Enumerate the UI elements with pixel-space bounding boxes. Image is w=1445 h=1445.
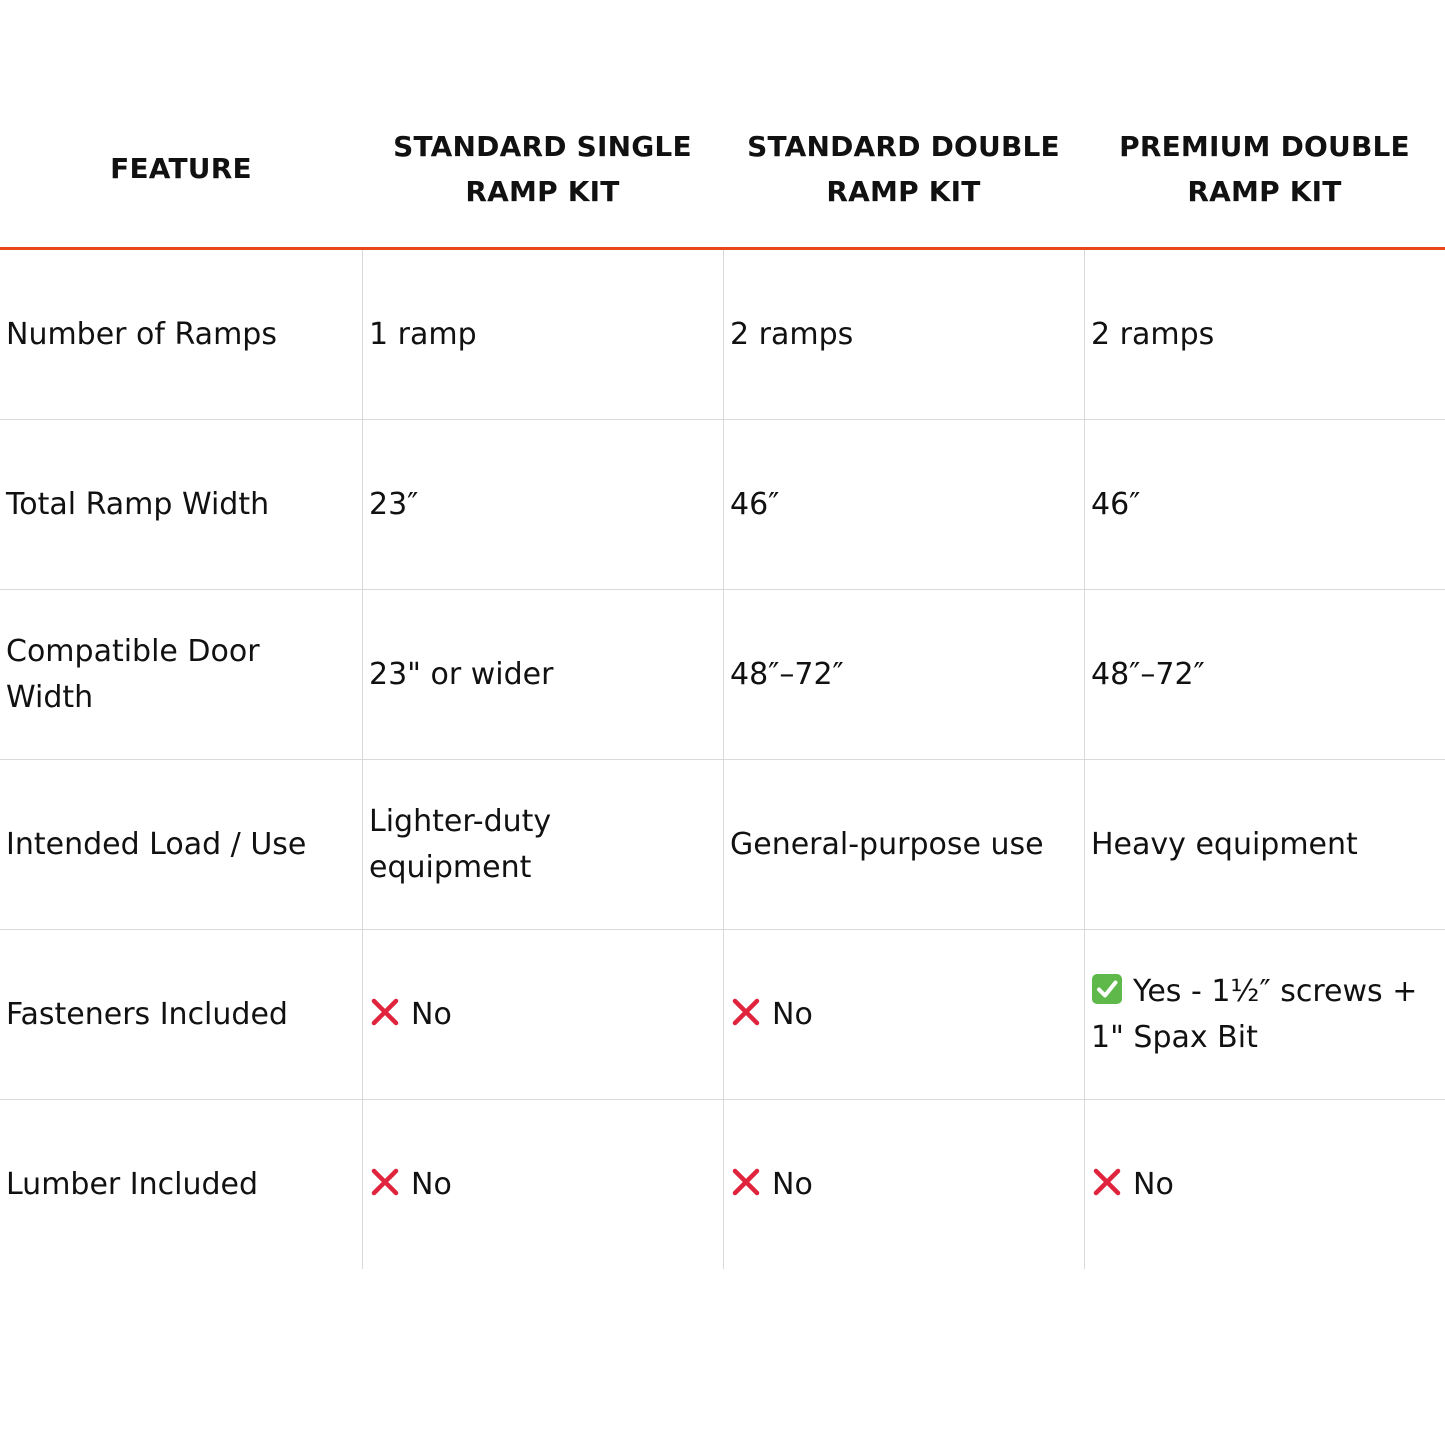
- value-text: Lighter-duty equipment: [369, 803, 552, 885]
- table-row: [0, 590, 1445, 760]
- value-cell: [362, 930, 723, 1099]
- value-cell: [723, 1100, 1084, 1269]
- value-text: 46″: [730, 486, 780, 522]
- value-cell: [723, 250, 1084, 419]
- feature-label-text: Intended Load / Use: [6, 826, 307, 862]
- feature-label-text: Total Ramp Width: [6, 486, 270, 522]
- value-text: 1 ramp: [369, 316, 477, 352]
- feature-label: [0, 420, 362, 589]
- value-wrap: [1091, 969, 1429, 1061]
- value-cell: [1084, 590, 1445, 759]
- value-text: 2 ramps: [1091, 316, 1215, 352]
- cross-mark-icon: [730, 1166, 762, 1198]
- value-cell: [723, 930, 1084, 1099]
- value-text: 46″: [1091, 486, 1141, 522]
- table-row: [0, 760, 1445, 930]
- value-cell: [1084, 930, 1445, 1099]
- value-cell: [1084, 760, 1445, 929]
- value-text: 2 ramps: [730, 316, 854, 352]
- check-mark-icon: [1091, 973, 1123, 1005]
- value-text: No: [411, 996, 452, 1032]
- value-text: 48″–72″: [730, 656, 844, 692]
- value-text: 23" or wider: [369, 656, 554, 692]
- value-wrap: [369, 1162, 452, 1208]
- value-wrap: [730, 1162, 813, 1208]
- value-cell: [362, 1100, 723, 1269]
- value-cell: [362, 420, 723, 589]
- feature-label: [0, 250, 362, 419]
- header-feature: FEATURE: [110, 152, 252, 185]
- feature-label: [0, 590, 362, 759]
- table-row: [0, 1100, 1445, 1269]
- feature-label: [0, 930, 362, 1099]
- value-cell: [723, 420, 1084, 589]
- value-text: No: [1133, 1166, 1174, 1202]
- cross-mark-icon: [369, 996, 401, 1028]
- value-text: General-purpose use: [730, 826, 1044, 862]
- value-cell: [362, 590, 723, 759]
- value-cell: [723, 590, 1084, 759]
- value-text: Heavy equipment: [1091, 826, 1358, 862]
- value-cell: [1084, 1100, 1445, 1269]
- value-text: No: [411, 1166, 452, 1202]
- value-cell: [1084, 250, 1445, 419]
- value-wrap: [1091, 1162, 1174, 1208]
- cross-mark-icon: [369, 1166, 401, 1198]
- feature-label-text: Lumber Included: [6, 1166, 259, 1202]
- value-cell: [362, 250, 723, 419]
- feature-label: [0, 1100, 362, 1269]
- value-cell: [723, 760, 1084, 929]
- cross-mark-icon: [1091, 1166, 1123, 1198]
- feature-label: [0, 760, 362, 929]
- header-standard-single: STANDARD SINGLE RAMP KIT: [393, 129, 692, 208]
- feature-label-text: Fasteners Included: [6, 996, 288, 1032]
- value-cell: [1084, 420, 1445, 589]
- value-text: No: [772, 1166, 813, 1202]
- table-row: [0, 420, 1445, 590]
- value-cell: [362, 760, 723, 929]
- value-wrap: [730, 992, 813, 1038]
- value-text: No: [772, 996, 813, 1032]
- table-row: [0, 250, 1445, 420]
- table-header-row: [0, 90, 1445, 250]
- value-text: 48″–72″: [1091, 656, 1205, 692]
- table-row: [0, 930, 1445, 1100]
- header-standard-double: STANDARD DOUBLE RAMP KIT: [747, 129, 1060, 208]
- feature-label-text: Compatible Door Width: [6, 633, 260, 715]
- value-text: Yes - 1½″ screws + 1" Spax Bit: [1091, 973, 1418, 1055]
- feature-label-text: Number of Ramps: [6, 316, 277, 352]
- value-text: 23″: [369, 486, 419, 522]
- comparison-table: [0, 90, 1445, 1269]
- cross-mark-icon: [730, 996, 762, 1028]
- value-wrap: [369, 992, 452, 1038]
- header-premium-double: PREMIUM DOUBLE RAMP KIT: [1119, 129, 1410, 208]
